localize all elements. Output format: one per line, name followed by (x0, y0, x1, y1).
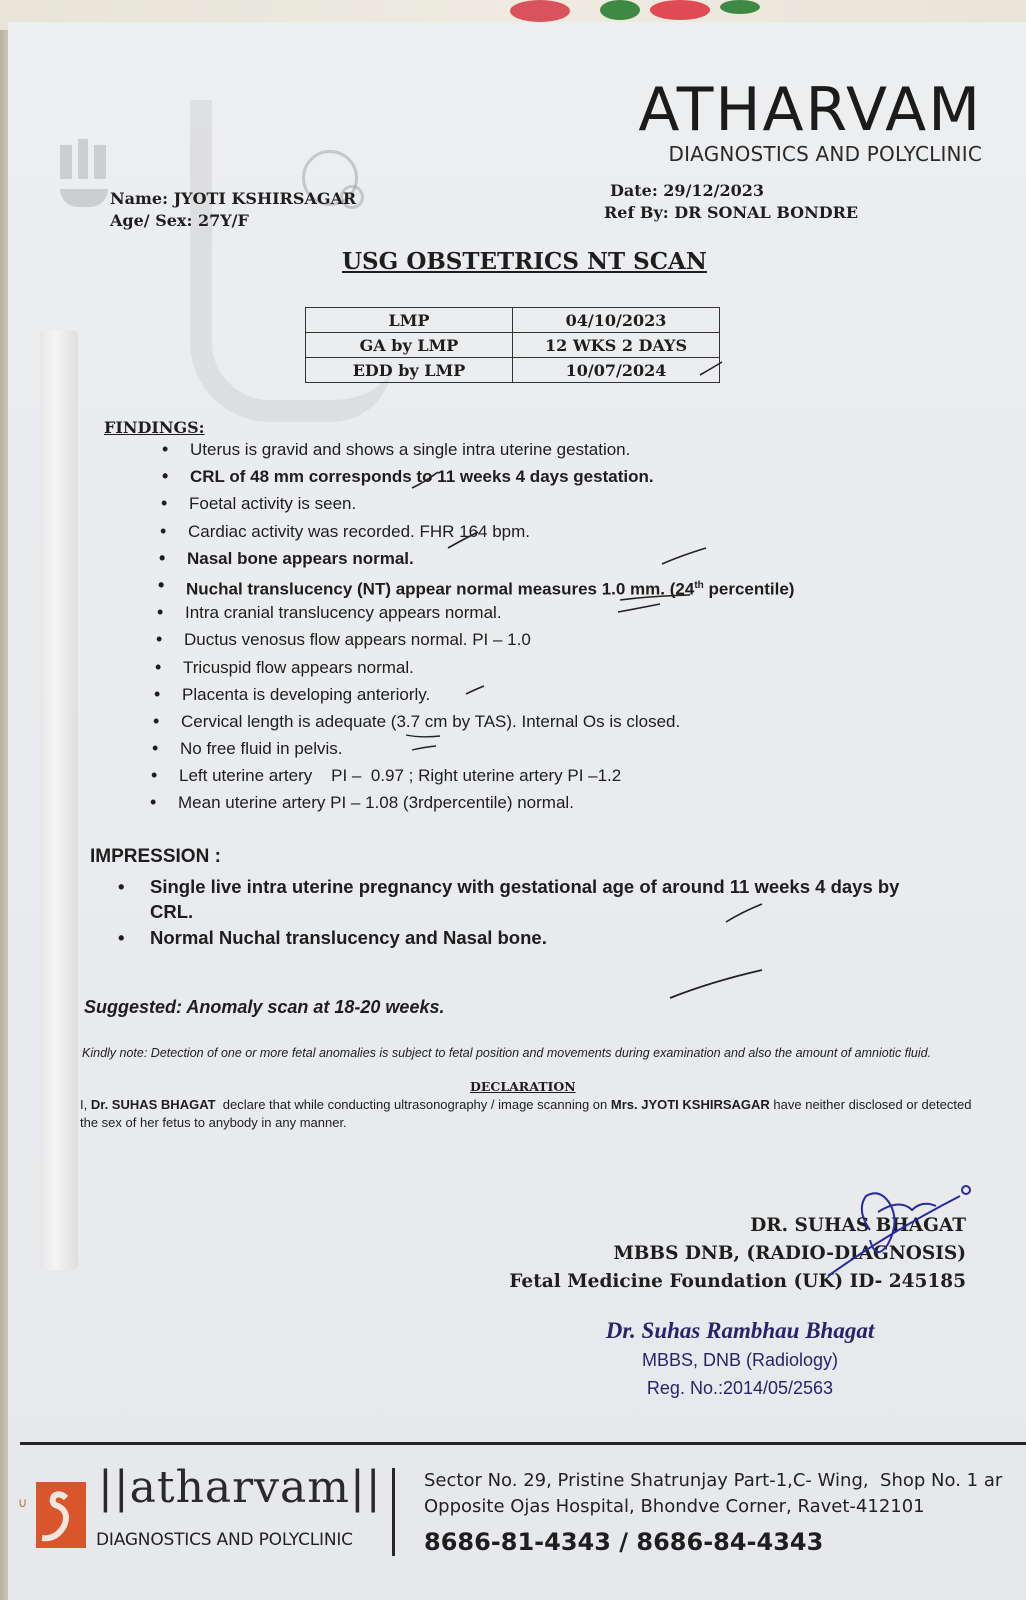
decl-doctor: Dr. SUHAS BHAGAT (90, 1097, 216, 1112)
footer-logo-wordmark: ||atharvam|| (98, 1462, 382, 1513)
findings-heading: FINDINGS: (104, 418, 205, 437)
impression-list (118, 874, 908, 951)
declaration-heading: DECLARATION (470, 1079, 576, 1094)
impression-item: • Normal Nuchal translucency and Nasal bone. (118, 925, 908, 950)
row-value: 10/07/2024 (513, 358, 720, 383)
findings-list (136, 436, 794, 817)
referring-doctor: DR SONAL BONDRE (674, 203, 859, 222)
signatory-name: DR. SUHAS BHAGAT (750, 1215, 966, 1236)
footer-logo-subtitle: DIAGNOSTICS AND POLYCLINIC (96, 1530, 353, 1550)
row-value: 12 WKS 2 DAYS (513, 333, 720, 358)
decl-pre: I, (80, 1097, 91, 1112)
clinic-subtitle: DIAGNOSTICS AND POLYCLINIC (668, 142, 982, 166)
finding-item: • Nasal bone appears normal. (159, 545, 794, 572)
patient-info (110, 188, 356, 232)
footer-phones: 8686-81-4343 / 8686-84-4343 (424, 1528, 824, 1556)
decl-mid: declare that while conducting ultrasonography / image scanning on (215, 1097, 611, 1112)
table-row (306, 358, 720, 383)
logo-tilak-icon: ∪ (18, 1496, 28, 1511)
footer-vertical-divider (392, 1468, 395, 1556)
finding-item: • Placenta is developing anteriorly. (154, 681, 794, 708)
row-label: EDD by LMP (306, 358, 513, 383)
row-label: GA by LMP (306, 333, 513, 358)
table-row (306, 333, 720, 358)
nt-superscript: th (694, 579, 704, 591)
footer-address (424, 1468, 1002, 1520)
doctor-stamp (560, 1316, 920, 1402)
finding-item: • Ductus venosus flow appears normal. PI – 1.0 (156, 626, 794, 653)
ref-label: Ref By: (604, 203, 669, 222)
clinic-name: ATHARVAM (638, 75, 982, 145)
impression-item: • Single live intra uterine pregnancy with gestational age of around 11 weeks 4 days by CRL. (118, 874, 908, 924)
stamp-name: Dr. Suhas Rambhau Bhagat (605, 1318, 875, 1343)
fabric-flower (720, 0, 760, 14)
stamp-reg-no: Reg. No.:2014/05/2563 (646, 1378, 834, 1398)
fabric-flower (600, 0, 640, 20)
finding-item: • Cervical length is adequate (3.7 cm by TAS). Internal Os is closed. (153, 708, 794, 735)
finding-item (158, 572, 794, 599)
age-sex-label: Age/ Sex: (110, 211, 193, 230)
fabric-flower (510, 0, 570, 22)
footer-divider (20, 1442, 1026, 1445)
finding-item: • Intra cranial translucency appears normal. (157, 599, 794, 626)
report-meta (604, 180, 859, 224)
finding-item: • Left uterine artery PI – 0.97 ; Right uterine artery PI –1.2 (151, 762, 794, 789)
report-title: USG OBSTETRICS NT SCAN (342, 248, 707, 275)
impression-heading: IMPRESSION : (90, 846, 221, 867)
report-date: 29/12/2023 (663, 181, 765, 200)
finding-item: • Cardiac activity was recorded. FHR 164 bpm. (160, 518, 794, 545)
signatory-qualification: MBBS DNB, (RADIO-DIAGNOSIS) (613, 1243, 966, 1264)
nt-tail: percentile) (703, 579, 795, 599)
finding-item: • No free fluid in pelvis. (152, 735, 794, 762)
decl-post: have neither disclosed or detected the sex of her fetus to anybody in any manner. (80, 1097, 972, 1130)
finding-item: • Uterus is gravid and shows a single intra uterine gestation. (162, 436, 794, 463)
suggestion: Suggested: Anomaly scan at 18-20 weeks. (84, 997, 445, 1017)
binder-clip (40, 330, 78, 1270)
fabric-flower (650, 0, 710, 20)
address-line-1: Sector No. 29, Pristine Shatrunjay Part-1,C- Wing, Shop No. 1 ar (424, 1470, 1003, 1491)
patient-age-sex: 27Y/F (197, 211, 249, 230)
name-label: Name: (110, 189, 169, 208)
signatory-fmf-id: Fetal Medicine Foundation (UK) ID- 245185 (509, 1271, 966, 1292)
nt-text: Nuchal translucency (NT) appear normal measures 1.0 mm. (24 (186, 579, 695, 599)
disclaimer-note: Kindly note: Detection of one or more fetal anomalies is subject to fetal position and movements during examination and also the amount of amniotic fluid. (82, 1046, 932, 1060)
address-line-2: Opposite Ojas Hospital, Bhondve Corner, Ravet-412101 (424, 1496, 925, 1517)
clinic-header (638, 75, 982, 166)
lmp-table (305, 307, 720, 383)
table-row (306, 308, 720, 333)
decl-patient: Mrs. JYOTI KSHIRSAGAR (610, 1097, 770, 1112)
finding-item: • CRL of 48 mm corresponds to 11 weeks 4 days gestation. (162, 463, 794, 490)
watermark-emblem (60, 145, 108, 215)
footer-logo-icon (36, 1482, 86, 1548)
row-value: 04/10/2023 (513, 308, 720, 333)
signatory-block (509, 1212, 966, 1296)
patient-name: JYOTI KSHIRSAGAR (173, 189, 357, 208)
stamp-qualification: MBBS, DNB (Radiology) (641, 1350, 839, 1370)
finding-item: • Mean uterine artery PI – 1.08 (3rdpercentile) normal. (150, 789, 794, 816)
row-label: LMP (306, 308, 513, 333)
finding-item: • Tricuspid flow appears normal. (155, 654, 794, 681)
date-label: Date: (610, 181, 658, 200)
declaration-text (80, 1096, 980, 1132)
finding-item: • Foetal activity is seen. (161, 490, 794, 517)
